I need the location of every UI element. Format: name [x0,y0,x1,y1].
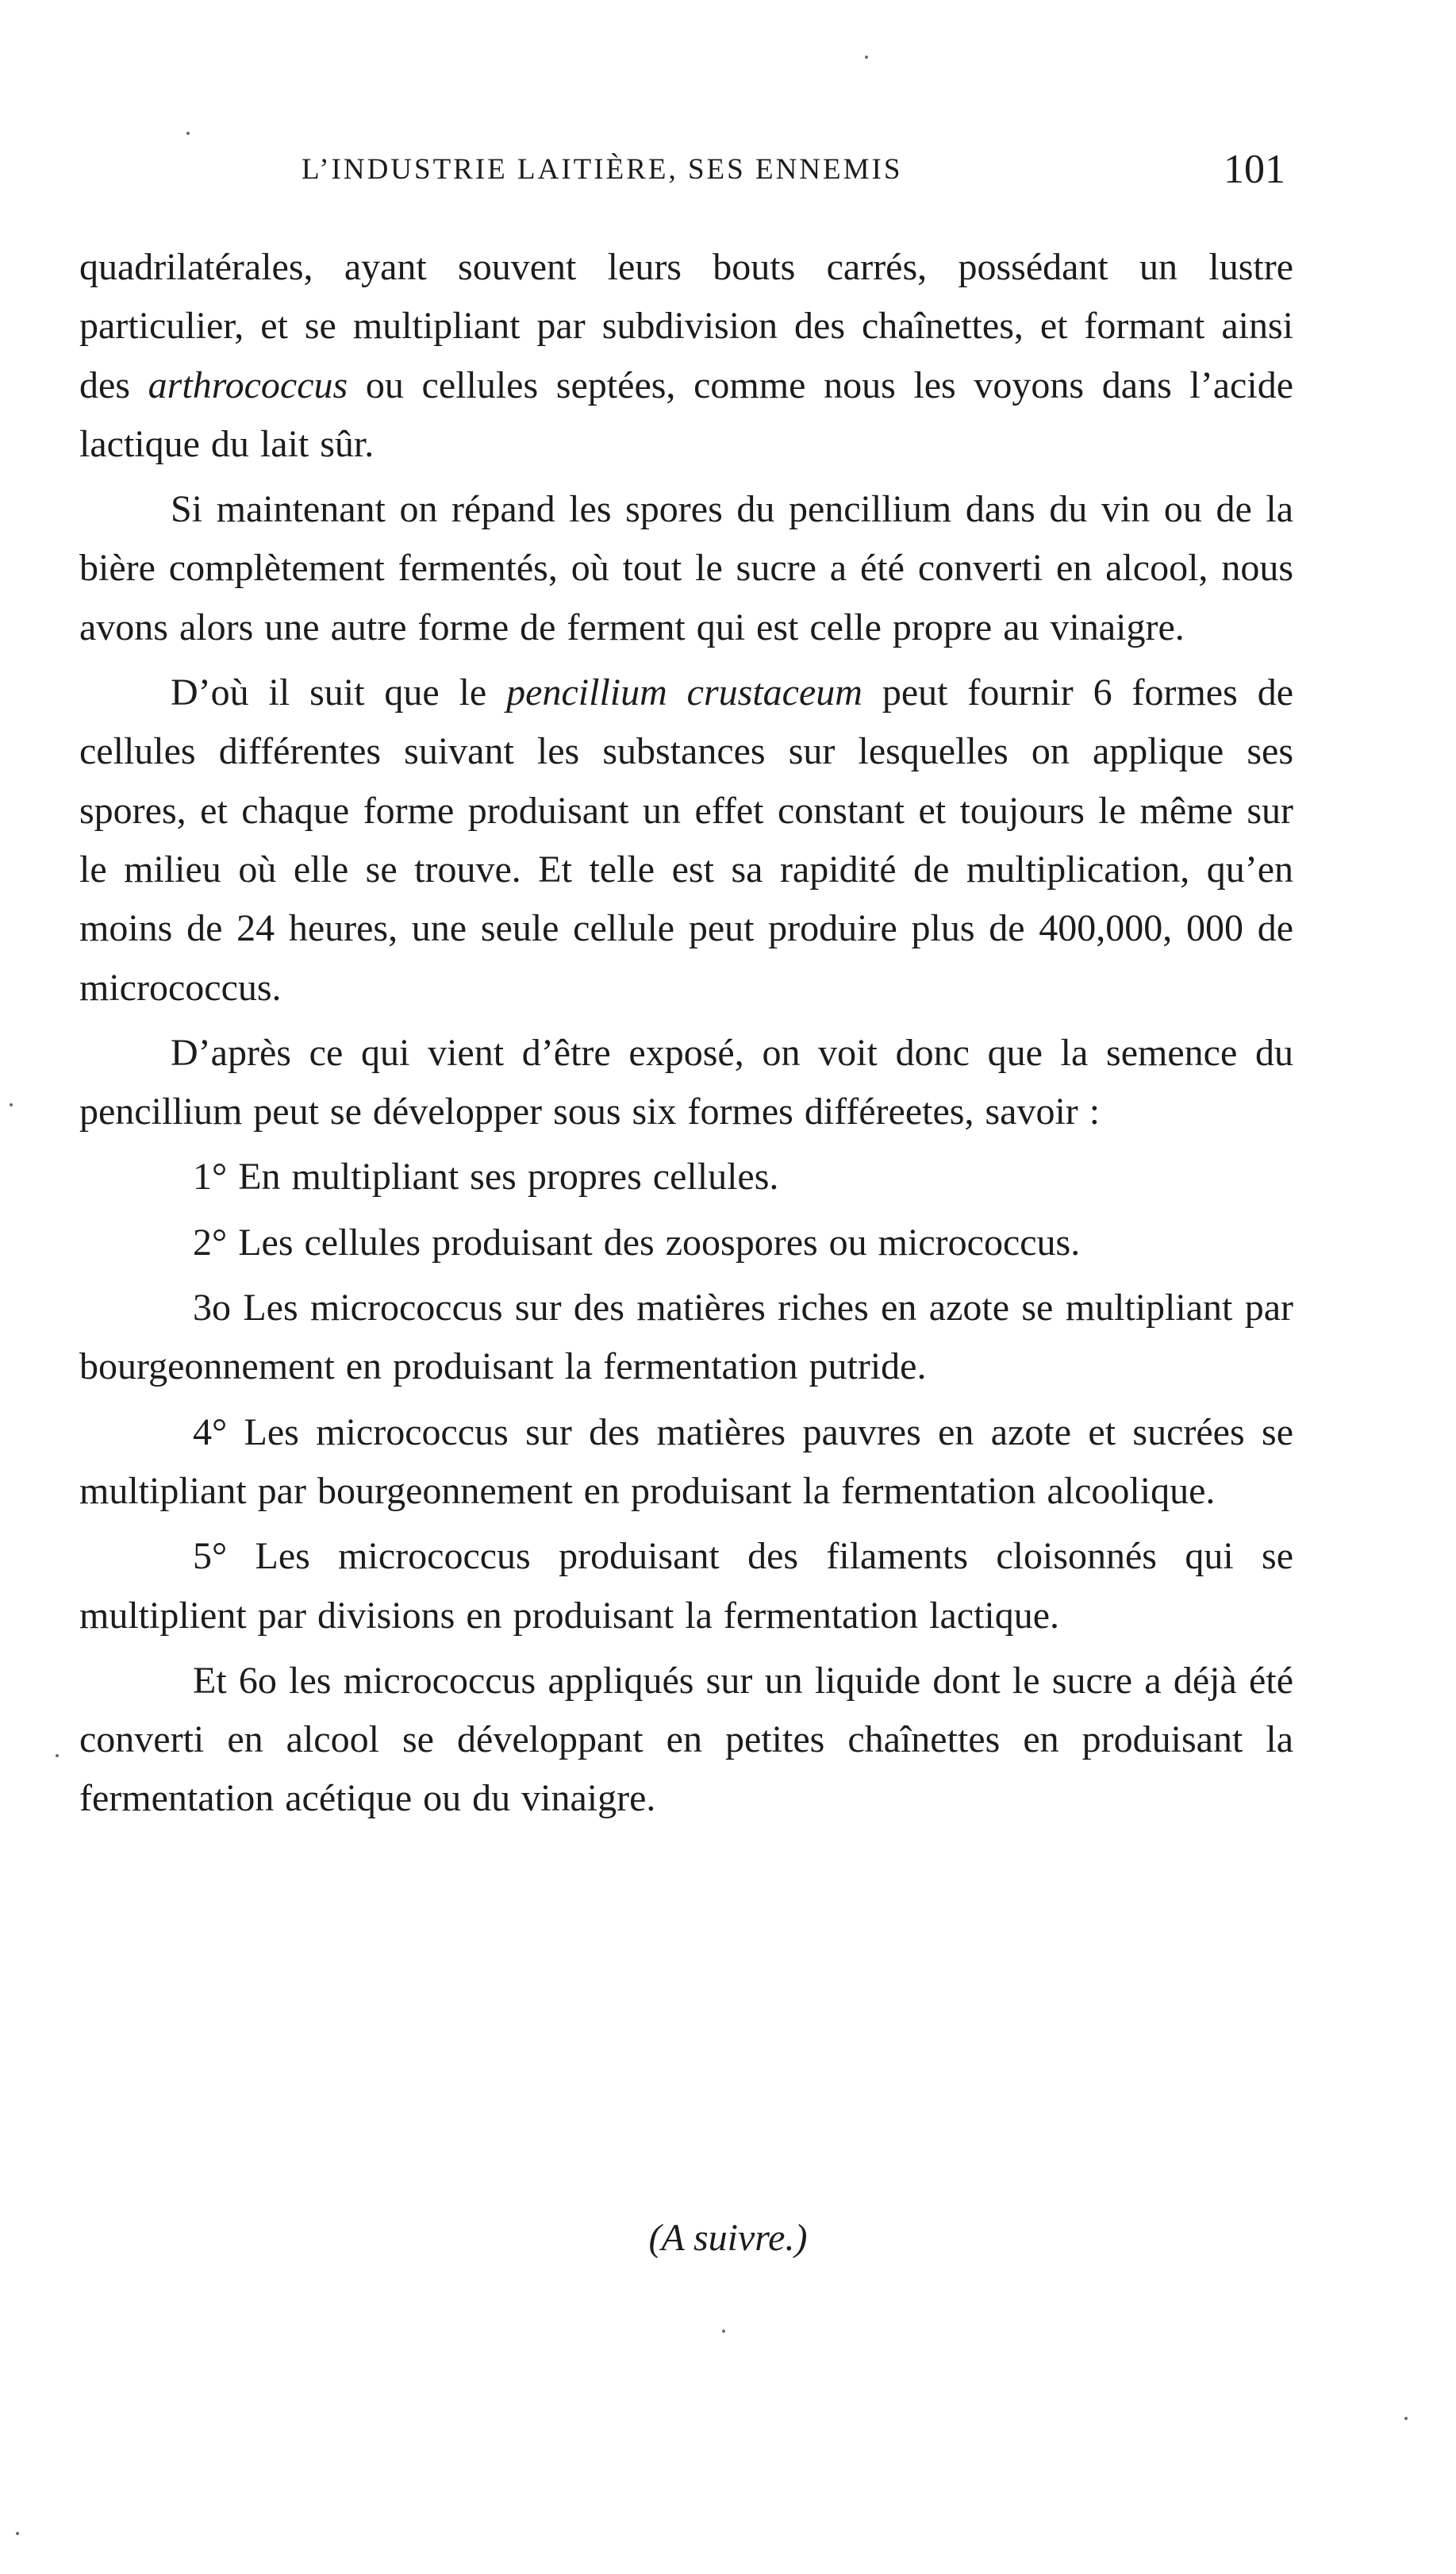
list-item: 4° Les micrococcus sur des matières pauvres en azote et sucrées se multipliant par bourgeonnement en produisant la fermentation alcoolique. [79,1410,1293,1512]
paper-speck [56,1754,59,1757]
italic-term: arthrococcus [148,364,348,406]
paragraph: D’après ce qui vient d’être exposé, on voit donc que la semence du pencillium peut se développer sous six formes différeetes, savoir : [79,1031,1293,1133]
to-be-continued: (A suivre.) [648,2217,808,2259]
paragraph-text: quadrilatérales, ayant souvent leurs bouts carrés, possédant un lustre particulier, et se multipliant par subdivision des chaînettes, et formant ainsi des [79,246,1293,406]
paper-speck [10,1103,13,1106]
paper-speck [186,132,190,135]
paragraph-continued [79,238,1293,474]
page-number: 101 [1224,147,1285,192]
list-item: 2° Les cellules produisant des zoospores ou micrococcus. [193,1221,1081,1264]
paragraph: Si maintenant on répand les spores du pencillium dans du vin ou de la bière complètement fermentés, où tout le sucre a été converti en alcool, nous avons alors une autre forme de ferment qui est celle propre au vinaigre. [79,488,1293,648]
paper-speck [722,2330,725,2333]
paper-speck [16,2532,19,2535]
list-item: 5° Les micrococcus produisant des filaments cloisonnés qui se multiplient par divisions en produisant la fermentation lactique. [79,1535,1293,1637]
running-title: L’INDUSTRIE LAITIÈRE, SES ENNEMIS [302,153,903,186]
paragraph [79,664,1293,1018]
paragraph-text: ou cellules septées, comme nous les voyons dans l’acide lactique du lait sûr. [79,364,1294,465]
paragraph-text: peut fournir 6 formes de cellules différentes suivant les substances sur lesquelles on applique ses spores, et chaque forme produisant un effet constant et toujours le même sur le milieu où elle se trouve. Et telle est sa rapidité de multiplication, qu’en moins de 24 heures, une seule cellule peut produire plus de 400,000, 000 de micrococcus. [79,671,1294,1009]
paper-speck [865,56,868,59]
italic-term: pencillium crustaceum [506,671,862,714]
paragraph-text: D’où il suit que le [171,671,507,714]
paper-speck [1404,2417,1408,2420]
body-text [79,238,1293,1829]
list-item: 1° En multipliant ses propres cellules. [193,1156,779,1199]
list-item: Et 6o les micrococcus appliqués sur un liquide dont le sucre a déjà été converti en alcool se développant en petites chaînettes en produisant la fermentation acétique ou du vinaigre. [79,1659,1293,1820]
running-head [302,147,1293,200]
list-item: 3o Les micrococcus sur des matières riches en azote se multipliant par bourgeonnement en produisant la fermentation putride. [79,1287,1293,1388]
